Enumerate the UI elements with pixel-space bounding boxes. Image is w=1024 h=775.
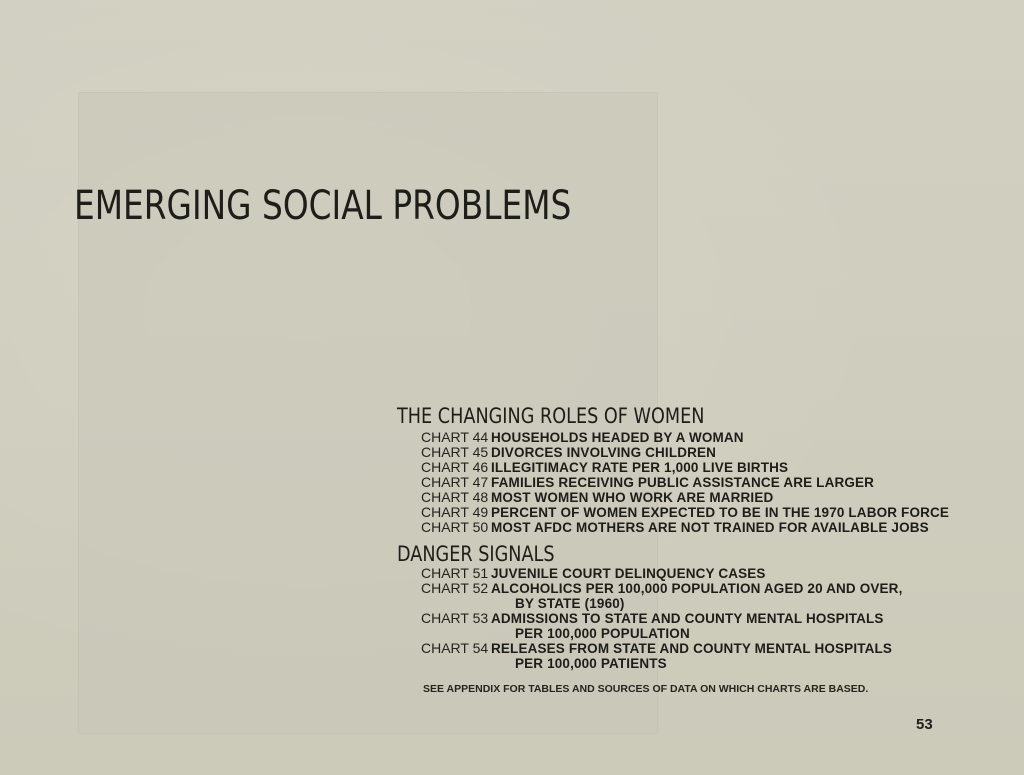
chart-title-line-1: ALCOHOLICS PER 100,000 POPULATION AGED 20 AND OVER, [491, 581, 903, 596]
chart-title-line-2: PER 100,000 PATIENTS [515, 656, 667, 671]
chart-entry-51 [421, 566, 902, 581]
chart-title: FAMILIES RECEIVING PUBLIC ASSISTANCE ARE LARGER [491, 475, 875, 490]
chart-entry-44 [421, 430, 949, 445]
chart-title-line-2: PER 100,000 POPULATION [515, 626, 690, 641]
chart-entry-46 [421, 460, 949, 475]
chart-number: CHART 48 [421, 489, 489, 505]
chart-entry-50 [421, 520, 949, 535]
chart-title-line-2: BY STATE (1960) [515, 596, 625, 611]
chart-entry-47 [421, 475, 949, 490]
chart-entry-49 [421, 505, 949, 520]
chart-title-block [491, 641, 892, 671]
chart-title-block [491, 611, 884, 641]
chart-entry-53 [421, 611, 902, 641]
appendix-note: SEE APPENDIX FOR TABLES AND SOURCES OF DATA ON WHICH CHARTS ARE BASED. [423, 683, 869, 695]
section-heading-changing-roles-of-women: THE CHANGING ROLES OF WOMEN [397, 404, 705, 428]
chart-number: CHART 51 [421, 565, 489, 581]
chart-number: CHART 52 [421, 580, 489, 596]
chart-entry-45 [421, 445, 949, 460]
chart-title: MOST WOMEN WHO WORK ARE MARRIED [491, 490, 774, 505]
chart-number: CHART 50 [421, 519, 489, 535]
chart-entry-48 [421, 490, 949, 505]
chart-title: ILLEGITIMACY RATE PER 1,000 LIVE BIRTHS [491, 460, 789, 475]
chart-number: CHART 44 [421, 429, 489, 445]
chart-title: JUVENILE COURT DELINQUENCY CASES [491, 566, 766, 581]
chart-number: CHART 53 [421, 610, 489, 626]
chart-number: CHART 49 [421, 504, 489, 520]
chart-list-changing-roles-of-women [421, 430, 949, 535]
chart-title: MOST AFDC MOTHERS ARE NOT TRAINED FOR AVAILABLE JOBS [491, 520, 929, 535]
page-number: 53 [916, 716, 933, 733]
chart-title: PERCENT OF WOMEN EXPECTED TO BE IN THE 1970 LABOR FORCE [491, 505, 950, 520]
chart-entry-52 [421, 581, 902, 611]
page-title: EMERGING SOCIAL PROBLEMS [74, 183, 572, 229]
chart-title-line-1: RELEASES FROM STATE AND COUNTY MENTAL HOSPITALS [491, 641, 893, 656]
chart-entry-54 [421, 641, 902, 671]
chart-number: CHART 47 [421, 474, 489, 490]
section-heading-danger-signals: DANGER SIGNALS [397, 542, 555, 566]
chart-title: DIVORCES INVOLVING CHILDREN [491, 445, 717, 460]
chart-number: CHART 54 [421, 640, 489, 656]
chart-number: CHART 45 [421, 444, 489, 460]
chart-list-danger-signals [421, 566, 902, 671]
chart-title-block [491, 581, 902, 611]
chart-number: CHART 46 [421, 459, 489, 475]
chart-title: HOUSEHOLDS HEADED BY A WOMAN [491, 430, 744, 445]
chart-title-line-1: ADMISSIONS TO STATE AND COUNTY MENTAL HOSPITALS [491, 611, 884, 626]
